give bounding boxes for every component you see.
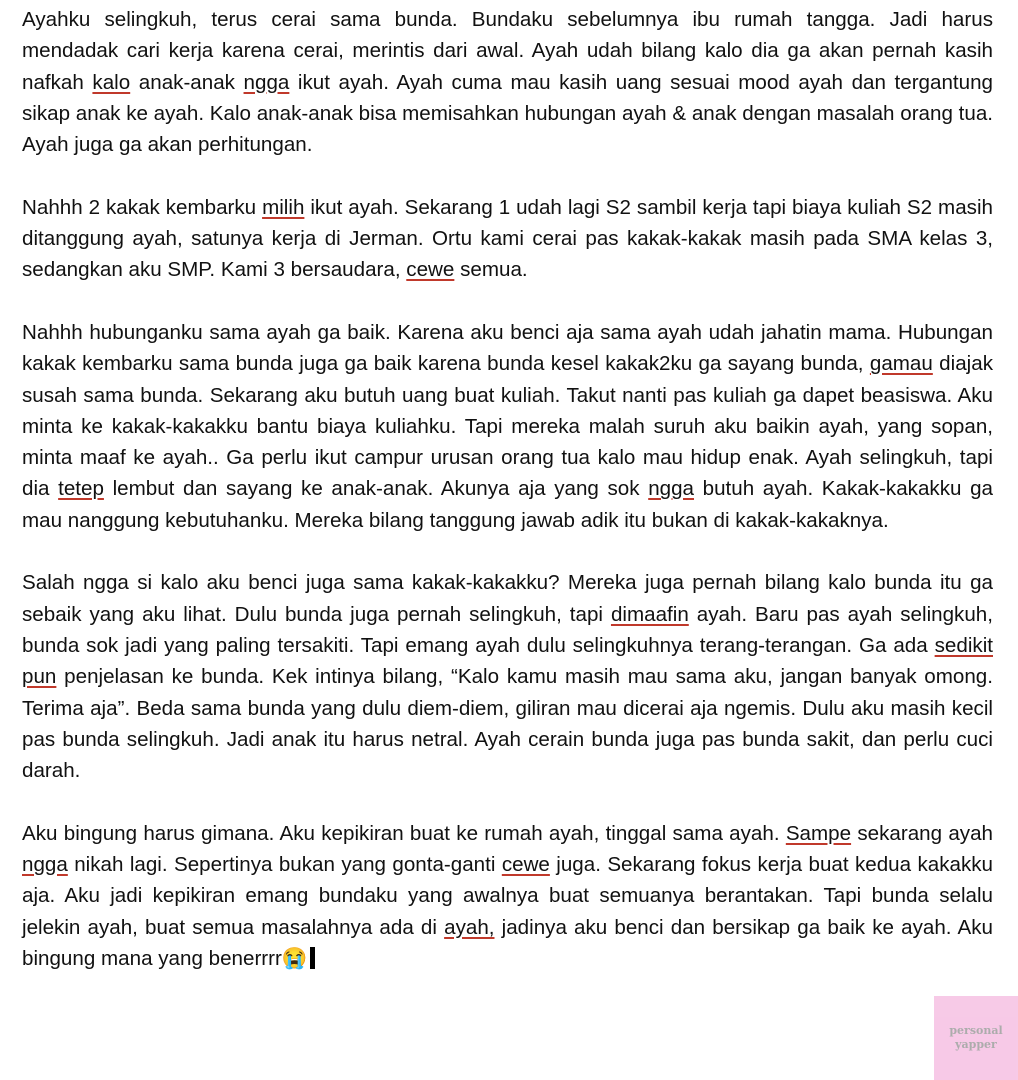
watermark-logo [934, 996, 1018, 1080]
paragraph-text: ikut ayah. Sekarang 1 udah lagi S2 sambil kerja tapi biaya kuliah S2 masih ditanggung ayah, satunya kerja di Jerman. Ortu kami cerai pas kakak-kakak masih pada SMA kelas 3, sedangkan aku SMP. Kami 3 bersaudara, [22, 195, 993, 282]
spellcheck-word: kalo [92, 70, 131, 94]
text-cursor [310, 947, 315, 969]
spellcheck-word: ngga [243, 70, 290, 94]
watermark-line-1: personal [949, 1024, 1003, 1037]
paragraph-text: Salah ngga si kalo aku benci juga sama kakak-kakakku? Mereka juga pernah bilang kalo bunda itu ga sebaik yang aku lihat. Dulu bunda juga pernah selingkuh, tapi [22, 571, 993, 626]
spellcheck-word: gamau [869, 352, 933, 376]
spellcheck-word: ngga [22, 853, 68, 877]
paragraph-text: ikut ayah. Ayah cuma mau kasih uang sesuai mood ayah dan tergantung sikap anak ke ayah. Kalo anak-anak bisa memisahkan hubungan ayah & anak dengan masalah orang tua. Ayah juga ga akan perhitungan. [22, 70, 993, 157]
paragraph [22, 818, 993, 974]
spellcheck-word: sedikit pun [22, 633, 993, 689]
spellcheck-word: Sampe [785, 821, 852, 845]
paragraph-text: sekarang ayah [851, 821, 993, 845]
paragraph-text: semua. [454, 258, 528, 282]
paragraph-text: ayah. Baru pas ayah selingkuh, bunda sok jadi yang paling tersakiti. Tapi emang ayah dulu selingkuhnya terang-terangan. Ga ada [22, 602, 993, 657]
paragraph [22, 4, 993, 160]
paragraph-text: juga. Sekarang fokus kerja buat kedua kakakku aja. Aku jadi kepikiran emang bundaku yang awalnya buat semuanya berantakan. Tapi bunda selalu jelekin ayah, buat semua masalahnya ada di [22, 853, 993, 939]
paragraph-text: diajak susah sama bunda. Sekarang aku butuh uang buat kuliah. Takut nanti pas kuliah ga dapet beasiswa. Aku minta ke kakak-kakakku bantu biaya kuliahku. Tapi mereka malah suruh aku baikin ayah, yang sopan, minta maaf ke ayah.. Ga perlu ikut campur urusan orang tua kalo mau hidup enak. Ayah selingkuh, tapi dia [22, 352, 993, 501]
paragraph [22, 317, 993, 536]
spellcheck-word: ngga [648, 477, 695, 501]
paragraph [22, 567, 993, 786]
paragraph-text: Ayahku selingkuh, terus cerai sama bunda. Bundaku sebelumnya ibu rumah tangga. Jadi harus mendadak cari kerja karena cerai, merintis dari awal. Ayah udah bilang kalo dia ga akan pernah kasih nafkah [22, 8, 993, 94]
paragraph [22, 192, 993, 286]
paragraph-text: Aku bingung harus gimana. Aku kepikiran buat ke rumah ayah, tinggal sama ayah. [22, 821, 786, 845]
watermark-line-2: yapper [955, 1038, 997, 1051]
spellcheck-word: dimaafin [610, 602, 689, 626]
paragraph-text: Nahhh hubunganku sama ayah ga baik. Karena aku benci aja sama ayah udah jahatin mama. Hubungan kakak kembarku sama bunda juga ga baik karena bunda kesel kakak2ku ga sayang bunda, [22, 320, 993, 376]
paragraph-text: penjelasan ke bunda. Kek intinya bilang, “Kalo kamu masih mau sama aku, jangan banyak omong. Terima aja”. Beda sama bunda yang dulu diem-diem, giliran mau dicerai aja ngemis. Dulu aku masih kecil pas bunda selingkuh. Jadi anak itu harus netral. Ayah cerain bunda juga pas bunda sakit, dan perlu cuci darah. [22, 665, 993, 783]
paragraph-text: lembut dan sayang ke anak-anak. Akunya aja yang sok [103, 477, 649, 501]
spellcheck-word: cewe [501, 853, 550, 877]
paragraph-text: butuh ayah. Kakak-kakakku ga mau nanggung kebutuhanku. Mereka bilang tanggung jawab adik itu bukan di kakak-kakaknya. [22, 477, 993, 532]
paragraph-text: nikah lagi. Sepertinya bukan yang gonta-ganti [67, 853, 502, 877]
paragraph-text: Nahhh 2 kakak kembarku [22, 195, 263, 219]
spellcheck-word: tetep [58, 477, 104, 501]
spellcheck-word: cewe [406, 258, 455, 282]
spellcheck-word: ayah, [444, 915, 495, 939]
document-body [22, 4, 993, 974]
spellcheck-word: milih [262, 195, 305, 219]
paragraph-text: jadinya aku benci dan bersikap ga baik ke ayah. Aku bingung mana yang benerrrr😭 [22, 915, 994, 970]
paragraph-text: anak-anak [130, 70, 244, 94]
